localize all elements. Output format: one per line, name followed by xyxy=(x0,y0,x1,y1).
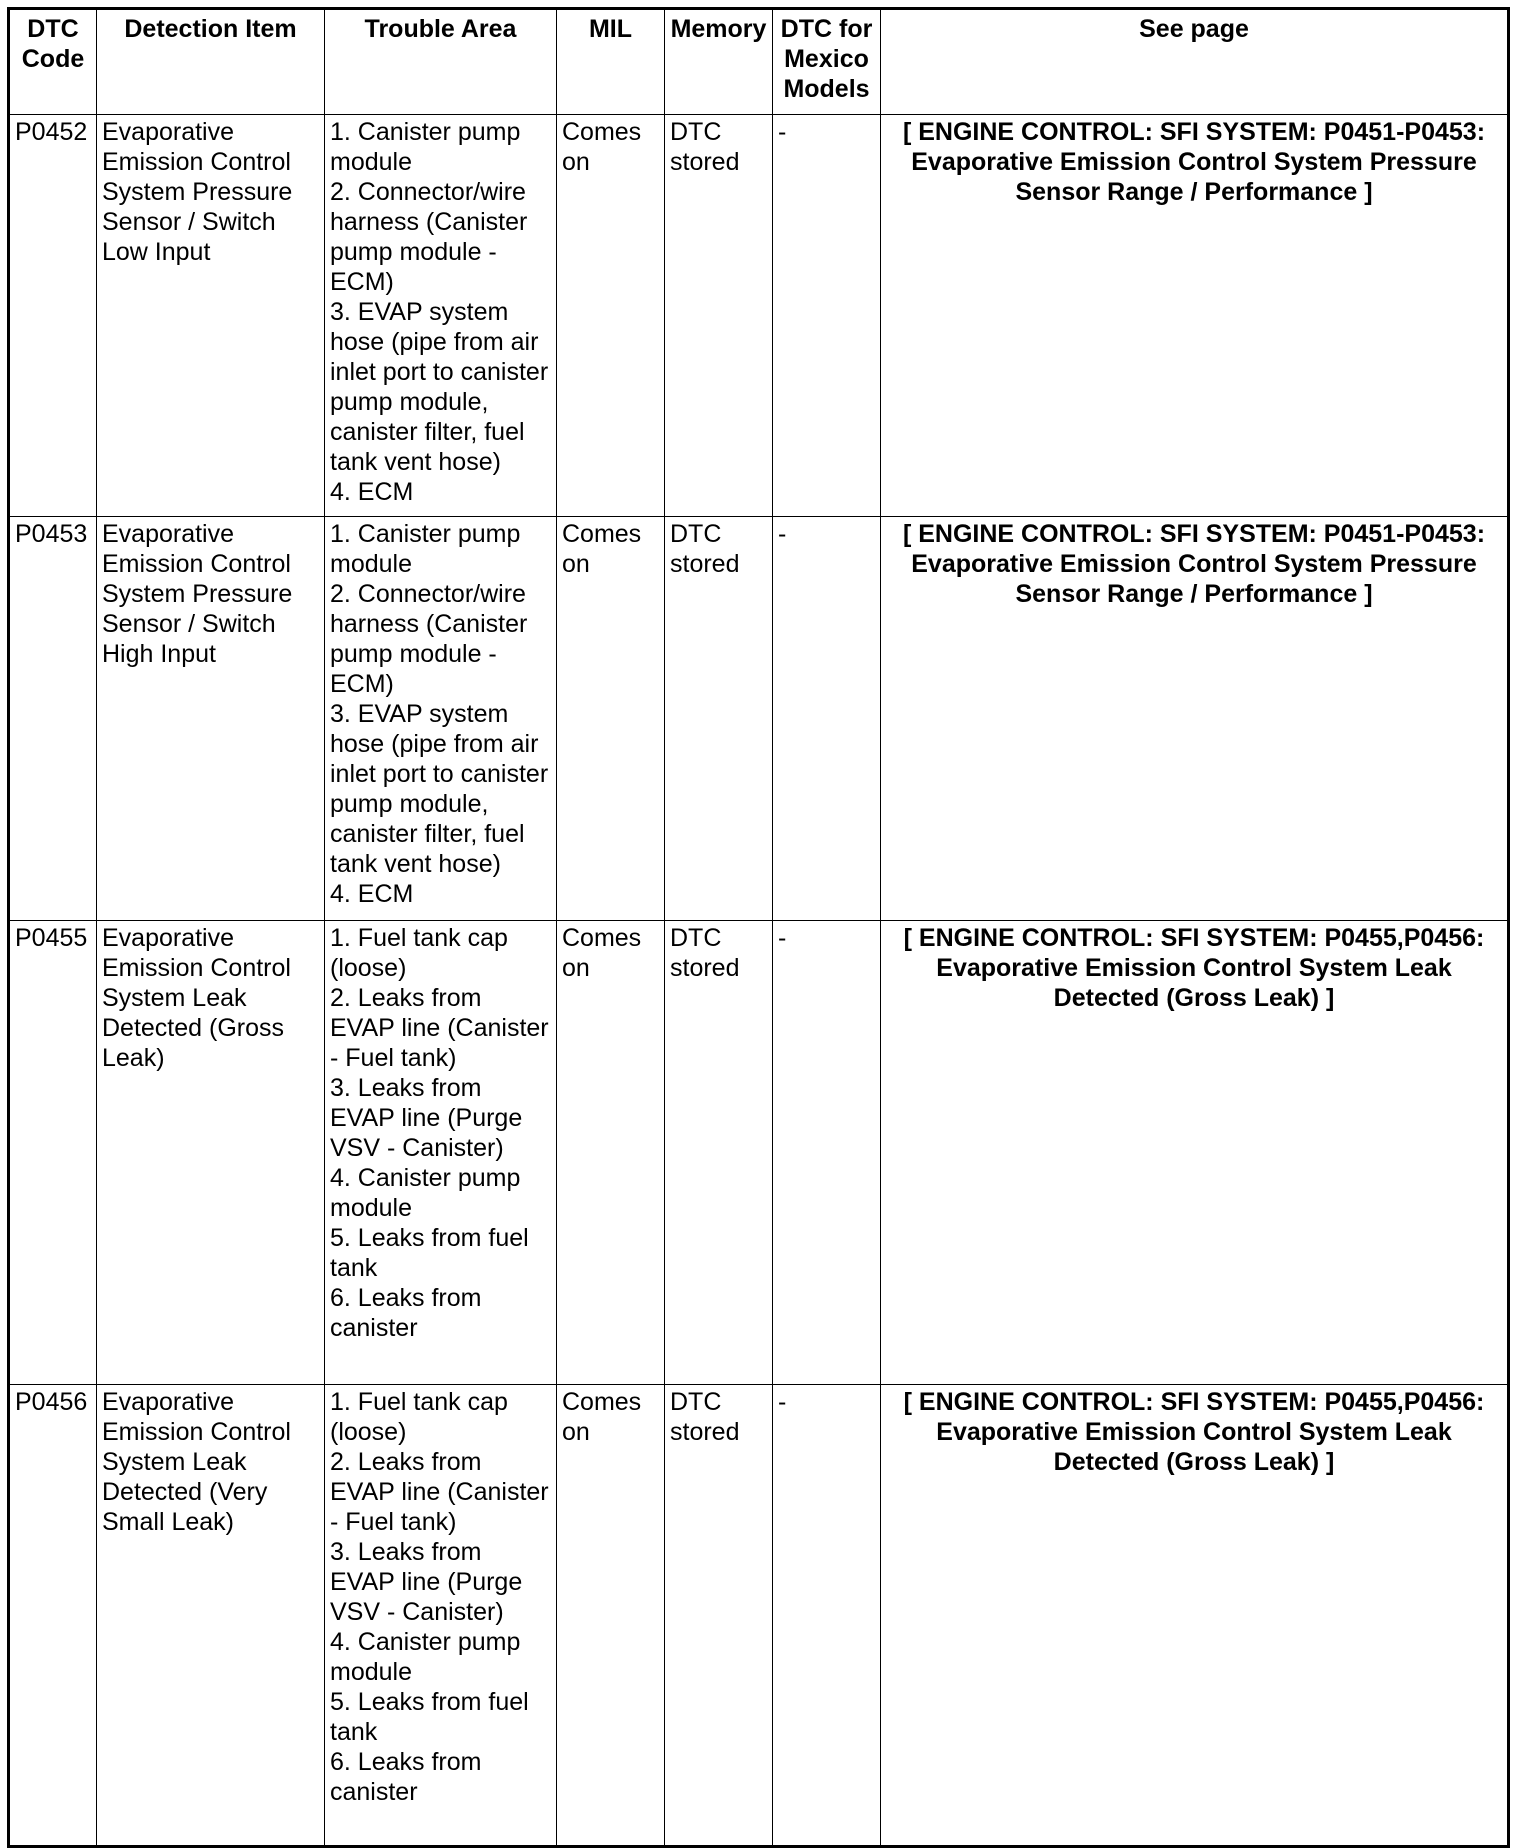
see-page-link[interactable]: [ ENGINE CONTROL: SFI SYSTEM: P0455,P0456: Evaporative Emission Control System Leak Detected (Gross Leak) ] xyxy=(881,921,1509,1385)
header-dtc-mexico-line1: DTC for xyxy=(780,15,873,43)
table-row xyxy=(9,1385,1509,1847)
memory-cell: DTC stored xyxy=(665,1385,773,1847)
mil-cell: Comes on xyxy=(557,921,665,1385)
dtc-code-cell: P0452 xyxy=(9,115,97,517)
dtc-table xyxy=(7,7,1510,1848)
mil-cell: Comes on xyxy=(557,115,665,517)
see-page-link[interactable]: [ ENGINE CONTROL: SFI SYSTEM: P0451-P0453: Evaporative Emission Control System Pressure Sensor Range / Performance ] xyxy=(881,517,1509,921)
mexico-cell: - xyxy=(773,517,881,921)
detection-item-cell: Evaporative Emission Control System Leak Detected (Very Small Leak) xyxy=(97,1385,325,1847)
mexico-cell: - xyxy=(773,115,881,517)
mexico-cell: - xyxy=(773,1385,881,1847)
see-page-link[interactable]: [ ENGINE CONTROL: SFI SYSTEM: P0451-P0453: Evaporative Emission Control System Pressure Sensor Range / Performance ] xyxy=(881,115,1509,517)
trouble-area-cell: 1. Canister pump module 2. Connector/wire harness (Canister pump module - ECM) 3. EVAP system hose (pipe from air inlet port to canister pump module, canister filter, fuel tank vent hose) 4. ECM xyxy=(325,115,557,517)
header-dtc-mexico-line3: Models xyxy=(783,75,870,103)
trouble-area-cell: 1. Fuel tank cap (loose) 2. Leaks from EVAP line (Canister - Fuel tank) 3. Leaks from EVAP line (Purge VSV - Canister) 4. Canister pump module 5. Leaks from fuel tank 6. Leaks from canister xyxy=(325,921,557,1385)
header-row xyxy=(9,9,1509,115)
mil-cell: Comes on xyxy=(557,1385,665,1847)
header-detection-item: Detection Item xyxy=(97,9,325,115)
mexico-cell: - xyxy=(773,921,881,1385)
detection-item-cell: Evaporative Emission Control System Pressure Sensor / Switch Low Input xyxy=(97,115,325,517)
memory-cell: DTC stored xyxy=(665,115,773,517)
memory-cell: DTC stored xyxy=(665,517,773,921)
header-dtc-mexico xyxy=(773,9,881,115)
header-dtc-code: DTC Code xyxy=(9,9,97,115)
header-memory: Memory xyxy=(665,9,773,115)
memory-cell: DTC stored xyxy=(665,921,773,1385)
header-mil: MIL xyxy=(557,9,665,115)
detection-item-cell: Evaporative Emission Control System Pressure Sensor / Switch High Input xyxy=(97,517,325,921)
table-row xyxy=(9,517,1509,921)
trouble-area-cell: 1. Fuel tank cap (loose) 2. Leaks from EVAP line (Canister - Fuel tank) 3. Leaks from EVAP line (Purge VSV - Canister) 4. Canister pump module 5. Leaks from fuel tank 6. Leaks from canister xyxy=(325,1385,557,1847)
mil-cell: Comes on xyxy=(557,517,665,921)
header-trouble-area: Trouble Area xyxy=(325,9,557,115)
header-dtc-mexico-line2: Mexico xyxy=(784,45,869,73)
table-row xyxy=(9,921,1509,1385)
header-see-page: See page xyxy=(881,9,1509,115)
dtc-code-cell: P0455 xyxy=(9,921,97,1385)
detection-item-cell: Evaporative Emission Control System Leak Detected (Gross Leak) xyxy=(97,921,325,1385)
dtc-code-cell: P0453 xyxy=(9,517,97,921)
dtc-code-cell: P0456 xyxy=(9,1385,97,1847)
see-page-link[interactable]: [ ENGINE CONTROL: SFI SYSTEM: P0455,P0456: Evaporative Emission Control System Leak Detected (Gross Leak) ] xyxy=(881,1385,1509,1847)
table-row xyxy=(9,115,1509,517)
trouble-area-cell: 1. Canister pump module 2. Connector/wire harness (Canister pump module - ECM) 3. EVAP system hose (pipe from air inlet port to canister pump module, canister filter, fuel tank vent hose) 4. ECM xyxy=(325,517,557,921)
